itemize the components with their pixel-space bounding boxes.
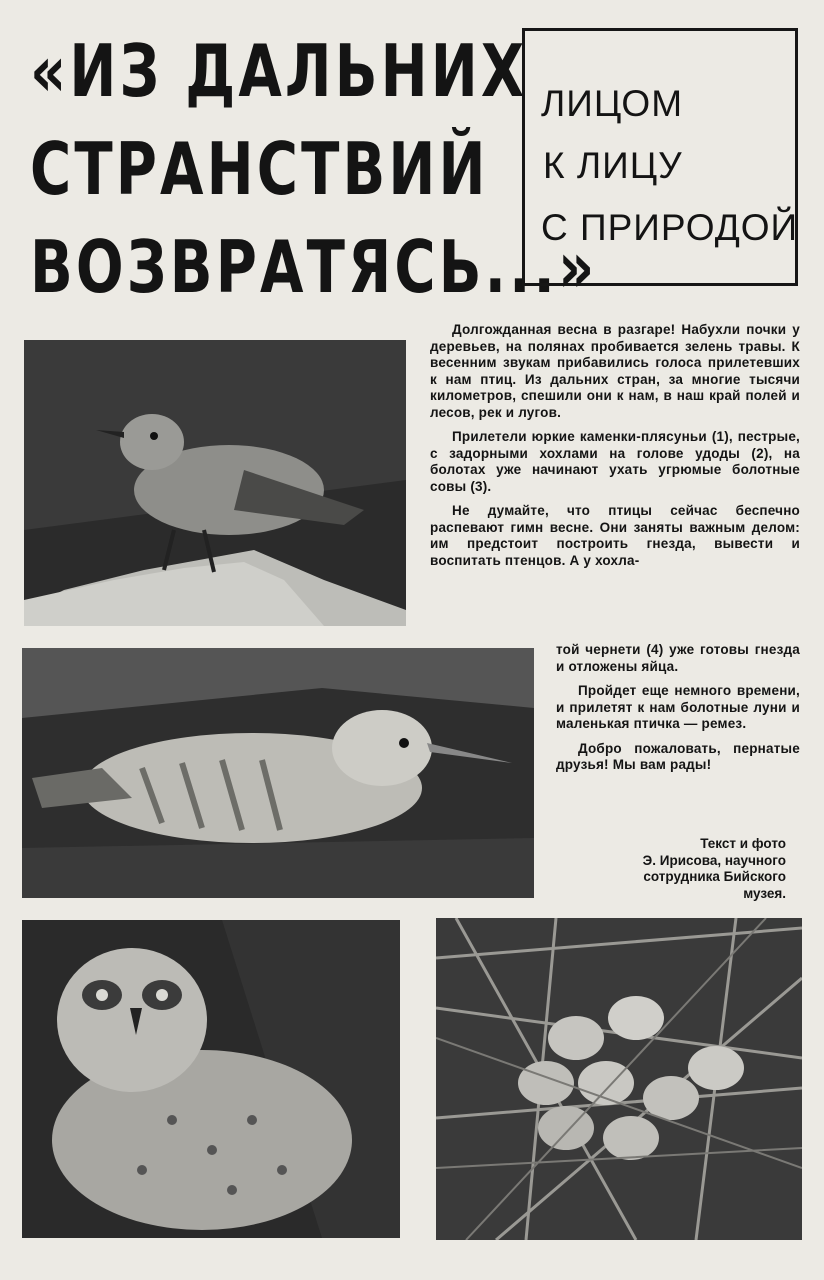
article-paragraph: Долгожданная весна в разгаре! Набухли почки у деревьев, на полянах пробивается зелень травы. К весенним звукам прибавились голоса прилетевших к нам птиц. Из дальних стран, за многие тысячи километров, спешили они к нам, в наш край полей и лесов, рек и лугов. — [430, 322, 800, 420]
headline-line-1: «ИЗ ДАЛЬНИХ — [30, 29, 528, 113]
author-credit — [560, 836, 786, 902]
photo-nest-eggs — [436, 918, 802, 1240]
photo-wheatear — [24, 340, 406, 626]
article-paragraph: Прилетели юркие каменки-плясуньи (1), пестрые, с задорными хохлами на голове удоды (2), на болотах уже начинают ухать угрюмые болотные совы (3). — [430, 429, 800, 494]
rubric-line-1: ЛИЦОМ — [541, 83, 684, 124]
article-paragraph: Не думайте, что птицы сейчас беспечно распевают гимн весне. Они заняты важным делом: им предстоит построить гнезда, вывести и воспитать птенцов. А у хохла- — [430, 503, 800, 568]
photo-hoopoe — [22, 648, 534, 898]
owl-image — [22, 920, 400, 1238]
credit-line: Э. Ирисова, научного — [642, 852, 786, 868]
article-text-upper — [430, 322, 800, 577]
credit-line: музея. — [743, 885, 786, 901]
wheatear-image — [24, 340, 406, 626]
article-text-lower — [556, 642, 800, 782]
article-paragraph: Пройдет еще немного времени, и прилетят к нам болотные луни и маленькая птичка — ремез. — [556, 683, 800, 731]
nest-image — [436, 918, 802, 1240]
article-paragraph: Добро пожаловать, пернатые друзья! Мы вам рады! — [556, 740, 800, 772]
headline — [30, 22, 598, 316]
rubric-box — [522, 28, 798, 286]
rubric-line-2: К ЛИЦУ — [543, 145, 683, 186]
hoopoe-image — [22, 648, 534, 898]
photo-owl — [22, 920, 400, 1238]
article-paragraph: той чернети (4) уже готовы гнезда и отложены яйца. — [556, 642, 800, 674]
credit-line: Текст и фото — [700, 836, 786, 851]
rubric-line-3: С ПРИРОДОЙ — [541, 207, 799, 248]
headline-line-2: СТРАНСТВИЙ — [30, 127, 489, 211]
headline-line-3: ВОЗВРАТЯСЬ...» — [30, 225, 598, 309]
credit-line: сотрудника Бийского — [643, 869, 786, 884]
